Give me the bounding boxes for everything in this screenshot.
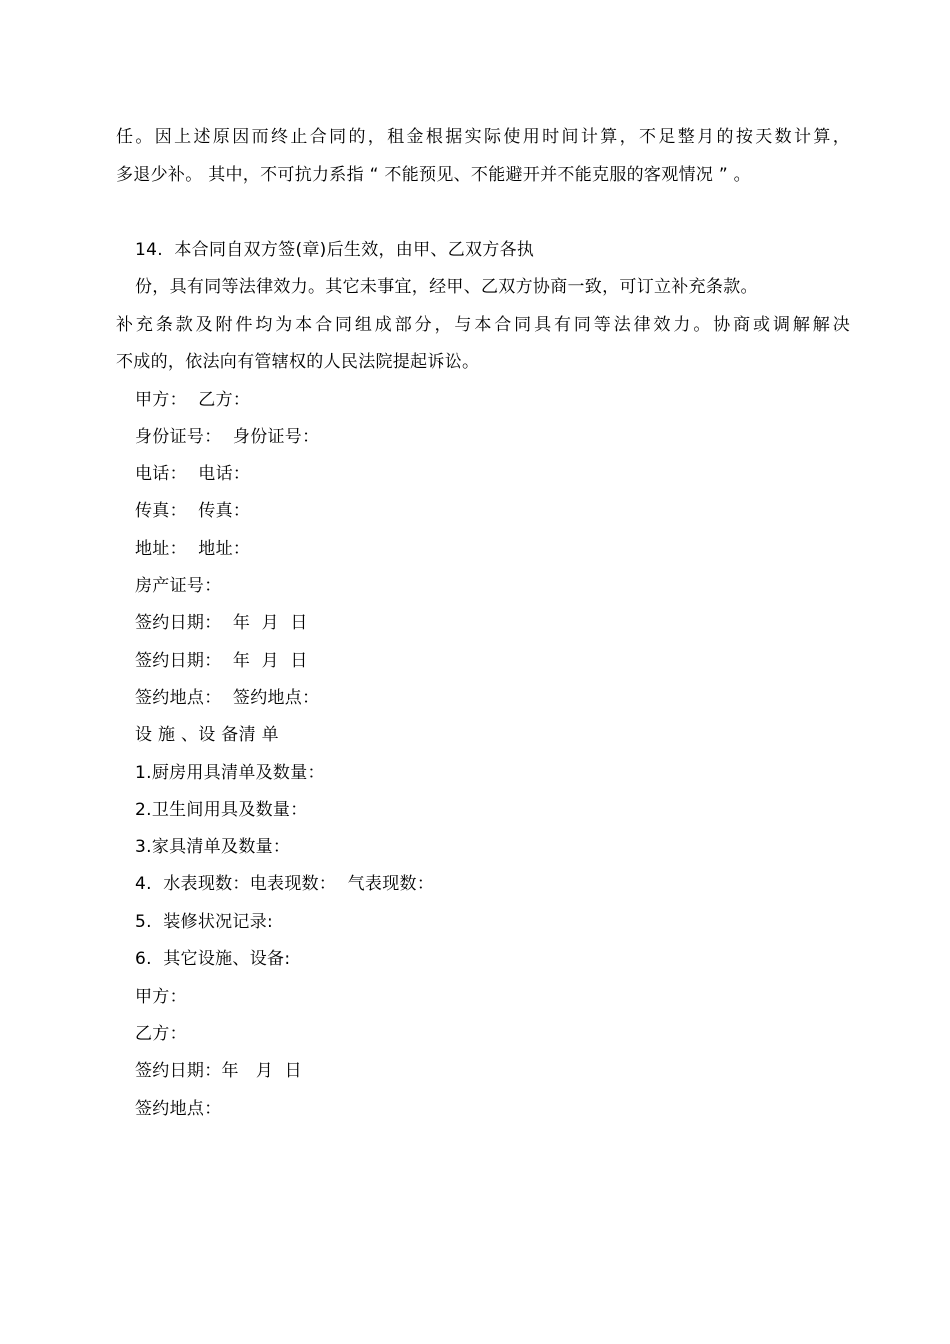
paragraph-line: 份，具有同等法律效力。其它未事宜，经甲、乙双方协商一致，可订立补充条款。 — [135, 277, 758, 297]
facilities-item: 3.家具清单及数量： — [135, 837, 291, 857]
id-number-labels: 身份证号： 身份证号： — [135, 427, 320, 447]
sign-date-label: 签约日期： 年 月 日 — [135, 651, 308, 671]
paragraph-line: 多退少补。 其中，不可抗力系指 “ 不能预见、不能避开并不能克服的客观情况 ” 。 — [116, 165, 751, 185]
sign-date-label: 签约日期： 年 月 日 — [135, 613, 308, 633]
sign-place-label: 签约地点： — [135, 1099, 222, 1119]
sign-place-labels: 签约地点： 签约地点： — [135, 688, 320, 708]
fax-labels: 传真： 传真： — [135, 501, 251, 521]
facilities-item: 6. 其它设施、设备: — [135, 949, 291, 969]
facilities-item: 2.卫生间用具及数量： — [135, 800, 308, 820]
facilities-title: 设 施 、设 备清 单 — [135, 725, 279, 745]
paragraph-line: 不成的，依法向有管辖权的人民法院提起诉讼。 — [116, 352, 480, 372]
party-labels: 甲方： 乙方： — [135, 390, 251, 410]
address-labels: 地址： 地址： — [135, 539, 251, 559]
party-b-label: 乙方： — [135, 1024, 187, 1044]
facilities-item: 4. 水表现数：电表现数： 气表现数： — [135, 874, 435, 894]
paragraph-line: 补充条款及附件均为本合同组成部分，与本合同具有同等法律效力。协商或调解解决 — [116, 315, 850, 335]
phone-labels: 电话： 电话： — [135, 464, 251, 484]
property-cert-label: 房产证号： — [135, 576, 222, 596]
clause-14-heading: 14. 本合同自双方签(章)后生效，由甲、乙双方各执 — [135, 240, 535, 260]
facilities-item: 1.厨房用具清单及数量： — [135, 763, 325, 783]
paragraph-line: 任。因上述原因而终止合同的，租金根据实际使用时间计算，不足整月的按天数计算， — [116, 127, 850, 147]
sign-date-label: 签约日期：年 月 日 — [135, 1061, 302, 1081]
facilities-item: 5. 装修状况记录: — [135, 912, 274, 932]
party-a-label: 甲方： — [135, 987, 187, 1007]
